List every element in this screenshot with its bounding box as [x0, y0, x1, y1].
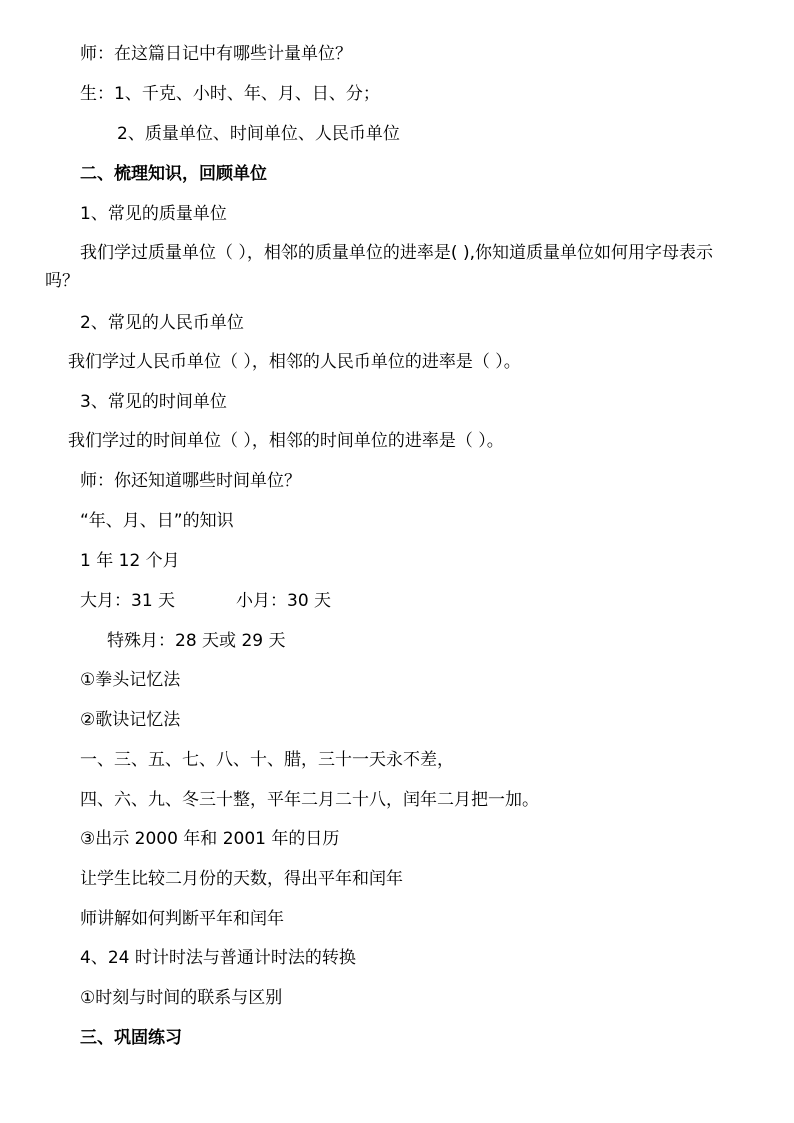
- special-month: 特殊月：28 天或 29 天: [107, 631, 286, 651]
- rhyme-line-1: 一、三、五、七、八、十、腊，三十一天永不差，: [80, 750, 454, 770]
- small-month: 小月：30 天: [236, 591, 332, 611]
- months-in-year: 1 年 12 个月: [80, 551, 180, 571]
- subheading-currency-units: 2、常见的人民币单位: [80, 313, 244, 333]
- subheading-24-hour: 4、24 时计时法与普通计时法的转换: [80, 948, 356, 968]
- teacher-question-2: 师：你还知道哪些时间单位？: [80, 471, 301, 491]
- rhyme-line-2: 四、六、九、冬三十整，平年二月二十八，闰年二月把一加。: [80, 790, 539, 810]
- subheading-mass-units: 1、常见的质量单位: [80, 204, 227, 224]
- subheading-time-units: 3、常见的时间单位: [80, 392, 227, 412]
- show-calendars: ③出示 2000 年和 2001 年的日历: [80, 829, 340, 849]
- fist-memory-method: ①拳头记忆法: [80, 670, 181, 690]
- year-month-day-heading: “年、月、日”的知识: [80, 511, 234, 531]
- teacher-question: 师：在这篇日记中有哪些计量单位？: [80, 44, 352, 64]
- student-answer-2: 2、质量单位、时间单位、人民币单位: [117, 124, 400, 144]
- section-heading-2: 二、梳理知识，回顾单位: [80, 164, 267, 184]
- moment-vs-duration: ①时刻与时间的联系与区别: [80, 988, 283, 1008]
- teacher-explains-leap-year: 师讲解如何判断平年和闰年: [80, 909, 284, 929]
- section-heading-3: 三、巩固练习: [80, 1028, 182, 1048]
- student-answer-1: 生：1、千克、小时、年、月、日、分；: [80, 84, 380, 104]
- compare-february: 让学生比较二月份的天数，得出平年和闰年: [80, 869, 403, 889]
- mass-units-paragraph: 我们学过质量单位（ ），相邻的质量单位的进率是( ),你知道质量单位如何用字母表示吗？: [45, 243, 713, 291]
- rhyme-memory-method: ②歌诀记忆法: [80, 710, 181, 730]
- big-month: 大月：31 天: [80, 591, 176, 611]
- currency-units-paragraph: 我们学过人民币单位（ ），相邻的人民币单位的进率是（ ）。: [68, 352, 521, 372]
- time-units-paragraph: 我们学过的时间单位（ ），相邻的时间单位的进率是（ ）。: [68, 431, 504, 451]
